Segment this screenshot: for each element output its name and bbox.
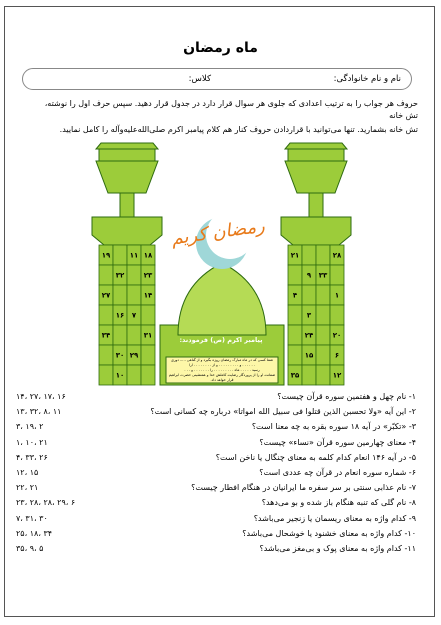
question-text: ۷- نام عذابی سنتی بر سر سفره ما ایرانیان در هنگام افطار چیست؟ xyxy=(191,483,416,493)
cell-number: ۲۹ xyxy=(129,351,139,360)
cell-number: ۴ xyxy=(292,291,298,300)
question-text: ۳- «تکبّر» در آیه ۱۸ سوره بقره به چه معنا است؟ xyxy=(251,422,416,432)
question-answer-numbers: ۱۵ ،۱۲ xyxy=(16,467,39,477)
puzzle-cell xyxy=(288,265,302,285)
cell-number: ۲۷ xyxy=(101,291,111,300)
right-tower-grid xyxy=(288,245,344,385)
question-row xyxy=(16,407,416,422)
question-text: ۱۰- کدام واژه به معنای خشنود یا خوشحال می‌باشد؟ xyxy=(242,528,416,538)
cell-number: ۳ xyxy=(306,311,312,320)
question-answer-numbers: ۳۰ ،۳۱ ،۷ xyxy=(16,513,48,523)
right-minaret xyxy=(281,143,351,385)
question-row xyxy=(16,438,416,453)
puzzle-cell xyxy=(316,305,330,325)
puzzle-cell xyxy=(113,325,127,345)
question-text: ۸- نام گلی که تنبه هنگام باز شده و بو می‌دهد؟ xyxy=(261,498,416,508)
question-row xyxy=(16,468,416,483)
left-minaret xyxy=(92,143,162,385)
cell-number: ۳۱ xyxy=(143,331,153,340)
puzzle-cell xyxy=(99,305,113,325)
puzzle-cell xyxy=(99,265,113,285)
banner-line: رسید . . . . . ماه . . . . . . . . . را . . . . . . . و . . . xyxy=(184,368,260,372)
puzzle-cell xyxy=(316,245,330,265)
banner-line: ضمانت او را از پروردگار رضایت کاملش خدا و همنشینی حضرت ابراهیم xyxy=(168,373,276,377)
cell-number: ۳۴ xyxy=(101,331,111,340)
question-row xyxy=(16,392,416,407)
question-row xyxy=(16,453,416,468)
cell-number: ۲۴ xyxy=(304,331,314,340)
puzzle-cell xyxy=(316,285,330,305)
cell-number: ۱ xyxy=(334,291,340,300)
puzzle-cell xyxy=(113,285,127,305)
banner-line: قرار خواهد داد. xyxy=(210,378,234,382)
puzzle-cell xyxy=(316,325,330,345)
ramadan-calligraphy: رمضان کریم xyxy=(170,215,266,250)
cell-number: ۱۴ xyxy=(143,291,153,300)
page-title: ماه رمضان xyxy=(183,40,258,56)
cell-number: ۱۲ xyxy=(332,371,342,380)
cell-number: ۱۱ xyxy=(129,251,139,260)
puzzle-cell xyxy=(141,365,155,385)
banner-line: شما کسی که در ماه مبارک رمضان روزه بگیرد و از گناهی ..... دوری xyxy=(171,358,273,362)
puzzle-cell xyxy=(127,365,141,385)
question-text: ۶- شماره سوره انعام در قرآن چه عددی است؟ xyxy=(259,467,416,477)
question-text: ۱۱- کدام واژه به معنای پوک و بی‌مغز می‌باشد؟ xyxy=(259,543,416,553)
student-info-box xyxy=(22,68,412,90)
question-text: ۴- معنای چهارمین سوره قرآن «نساء» چیست؟ xyxy=(259,437,416,447)
name-label: نام و نام خانوادگی: xyxy=(333,74,401,84)
banner-line: . . . . . . و . . . . . . . . . و از . . . . . . . . ارا xyxy=(189,363,255,367)
question-answer-numbers: ۱۱ ،۸ ،۳۲ ،۱۳ xyxy=(16,407,62,417)
puzzle-cell xyxy=(302,365,316,385)
question-row xyxy=(16,483,416,498)
instruction-line-2: تش خانه xyxy=(389,111,418,120)
puzzle-cell xyxy=(316,365,330,385)
question-answer-numbers: ۲۱ ،۲۲ xyxy=(16,483,39,493)
puzzle-cell xyxy=(316,345,330,365)
question-text: ۵- در آیه ۱۴۶ انعام کدام کلمه به معنای چنگال یا ناخن است؟ xyxy=(215,452,416,462)
question-row xyxy=(16,514,416,529)
puzzle-cell xyxy=(141,345,155,365)
question-answer-numbers: ۲ ،۱۹ ،۳ xyxy=(16,422,44,432)
cell-number: ۲۳ xyxy=(143,271,153,280)
puzzle-cell xyxy=(288,325,302,345)
cell-number: ۹ xyxy=(306,271,312,280)
cell-number: ۱۰ xyxy=(115,371,125,380)
puzzle-cell xyxy=(127,325,141,345)
puzzle-cell xyxy=(288,305,302,325)
cell-number: ۱۹ xyxy=(101,251,111,260)
left-tower-grid xyxy=(99,245,155,385)
question-row xyxy=(16,529,416,544)
question-answer-numbers: ۲۶ ،۳۳ ،۴ xyxy=(16,452,48,462)
question-row xyxy=(16,422,416,437)
puzzle-cell xyxy=(127,265,141,285)
question-text: ۹- کدام واژه به معنای ریسمان یا زنجیر می‌باشد؟ xyxy=(253,513,416,523)
question-row xyxy=(16,498,416,513)
cell-number: ۳۵ xyxy=(290,371,300,380)
puzzle-cell xyxy=(127,285,141,305)
question-row xyxy=(16,544,416,559)
puzzle-cell xyxy=(288,345,302,365)
puzzle-cell xyxy=(302,245,316,265)
question-answer-numbers: ۳۴ ،۱۸ ،۲۵ xyxy=(16,528,53,538)
puzzle-cell xyxy=(99,365,113,385)
instruction-line-3: تش خانه بشمارید. تنها می‌توانید با قراردادن حروف کنار هم کلام پیامبر اکرم صلی‌الله‌علیه‌وآله را کامل نمایید. xyxy=(59,125,418,134)
question-answer-numbers: ۲۱ ،۱۰ ،۱ xyxy=(16,437,48,447)
cell-number: ۲۸ xyxy=(332,251,342,260)
dome-caption: پیامبر اکرم (ص) فرمودند: xyxy=(179,336,263,344)
hadith-banner xyxy=(168,358,276,384)
puzzle-cell xyxy=(141,305,155,325)
question-answer-numbers: ۱۶ ،۱۷ ،۲۷ ،۱۴ xyxy=(16,392,66,401)
question-list xyxy=(16,392,416,559)
cell-number: ۲۰ xyxy=(332,331,342,340)
instruction-line-1: حروف هر جواب را به ترتیب اعدادی که جلوی هر سوال قرار دارد در جدول قرار دهید. سپس حرف اول را نوشته، xyxy=(44,99,418,108)
cell-number: ۳۳ xyxy=(318,271,328,280)
cell-number: ۲۱ xyxy=(290,251,300,260)
question-text: ۲- این آیه «ولا تحسبن الذین قتلوا فی سبیل الله امواتا» درباره چه کسانی است؟ xyxy=(150,407,416,417)
puzzle-cell xyxy=(330,265,344,285)
cell-number: ۳۰ xyxy=(115,351,125,360)
puzzle-cell xyxy=(113,245,127,265)
cell-number: ۶ xyxy=(334,351,340,360)
puzzle-cell xyxy=(330,305,344,325)
cell-number: ۳۲ xyxy=(115,271,125,280)
question-text: ۱- نام چهل و هفتمین سوره قرآن چیست؟ xyxy=(277,392,416,401)
puzzle-cell xyxy=(99,345,113,365)
puzzle-cell xyxy=(302,285,316,305)
question-answer-numbers: ۶ ،۲۹ ،۲۸ ،۲۸ ،۲۳ xyxy=(16,498,76,508)
cell-number: ۱۸ xyxy=(143,251,153,260)
class-label: کلاس: xyxy=(188,74,211,84)
cell-number: ۷ xyxy=(131,311,137,320)
cell-number: ۱۶ xyxy=(115,311,125,320)
mosque-puzzle-illustration xyxy=(0,135,441,395)
cell-number: ۱۵ xyxy=(304,351,314,360)
question-answer-numbers: ۵ ،۹ ،۳۵ xyxy=(16,543,44,553)
